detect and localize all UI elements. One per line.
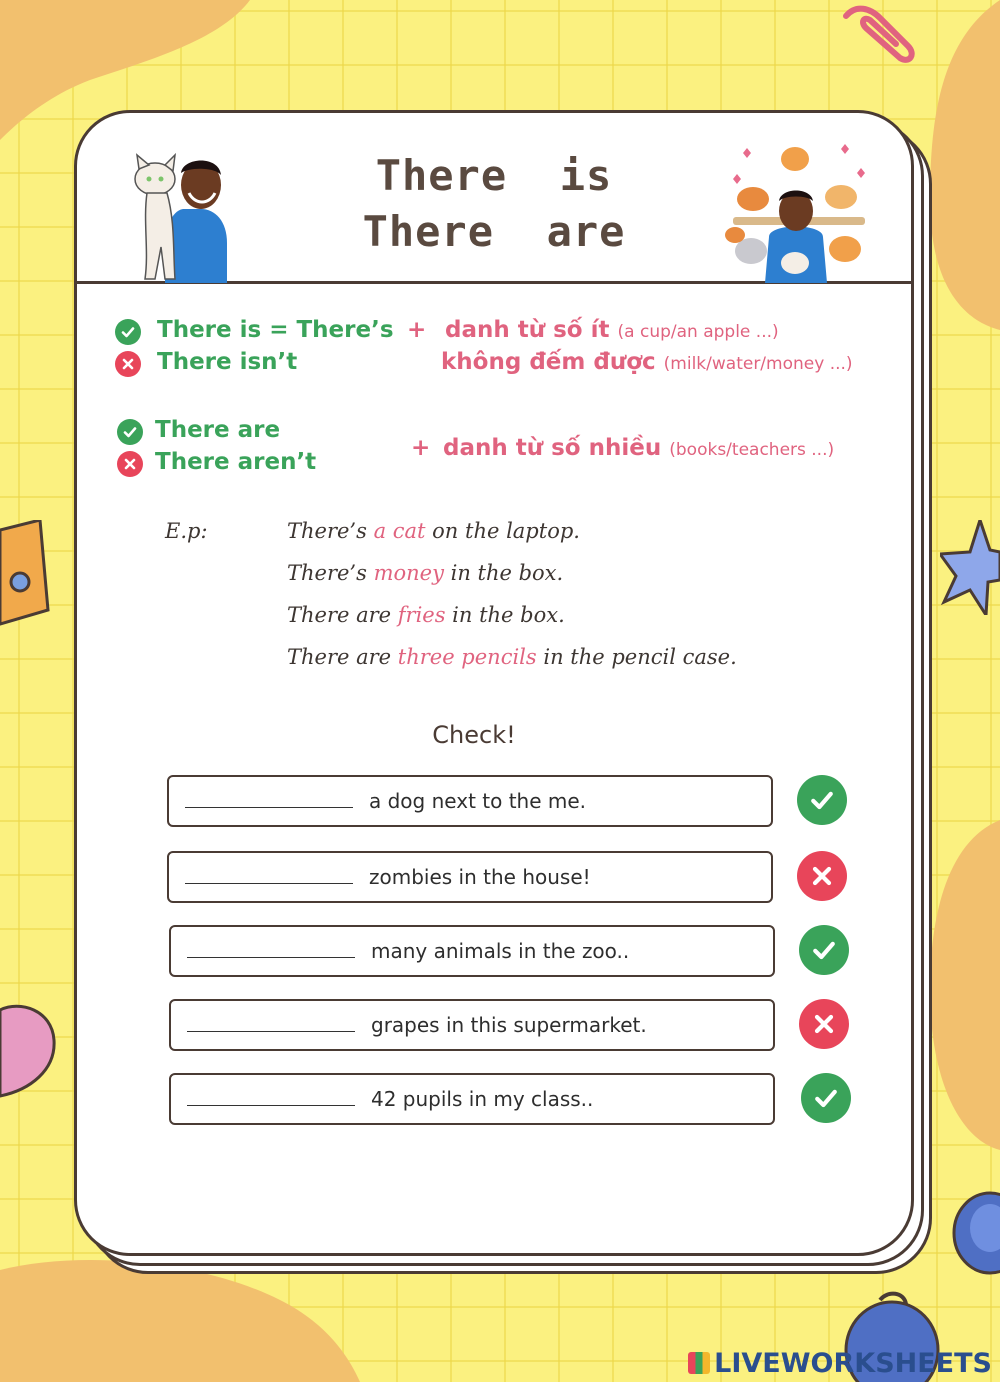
exercise-row <box>169 925 775 977</box>
uncountable-noun-example: (milk/water/money ...) <box>663 354 853 374</box>
decor-blob-right-lower <box>930 820 1000 1150</box>
example-text: in the box. <box>445 603 565 627</box>
rule-there-is: There is = There’s <box>157 317 394 343</box>
example-highlight: a cat <box>373 519 426 543</box>
paperclip-icon <box>836 2 918 68</box>
liveworksheets-watermark <box>688 1348 992 1379</box>
example-sentence <box>287 561 563 585</box>
uncountable-noun-label: không đếm được <box>441 349 656 375</box>
title-there-are: There are <box>362 207 626 256</box>
exercise-text: many animals in the zoo.. <box>371 939 630 963</box>
answer-blank[interactable] <box>187 957 355 958</box>
exercise-row <box>167 775 773 827</box>
example-text: There’s <box>287 519 374 543</box>
cross-icon <box>799 999 849 1049</box>
cross-icon <box>797 851 847 901</box>
title-there-is: There is <box>375 151 613 200</box>
answer-blank[interactable] <box>187 1031 355 1032</box>
pencil-sharpener-icon <box>0 520 50 630</box>
check-icon <box>799 925 849 975</box>
yoyo-icon <box>950 1188 1000 1278</box>
answer-blank[interactable] <box>187 1105 355 1106</box>
heart-icon <box>0 1000 60 1100</box>
answer-blank[interactable] <box>185 883 353 884</box>
star-icon <box>940 520 1000 615</box>
example-sentence <box>287 645 737 669</box>
example-text: in the pencil case. <box>536 645 737 669</box>
check-heading: Check! <box>432 721 516 749</box>
rule-plus-plural: + <box>411 435 431 461</box>
check-icon <box>117 419 143 445</box>
exercise-text: grapes in this supermarket. <box>371 1013 647 1037</box>
worksheet-card <box>74 110 914 1256</box>
exercise-row <box>169 999 775 1051</box>
check-icon <box>797 775 847 825</box>
example-sentence <box>287 519 580 543</box>
rule-there-are: There are <box>155 417 281 443</box>
answer-blank[interactable] <box>185 807 353 808</box>
example-sentence <box>287 603 565 627</box>
examples-label: E.p: <box>165 519 208 543</box>
avatar-with-cats-illustration <box>723 139 875 283</box>
example-highlight: three pencils <box>397 645 537 669</box>
example-text: in the box. <box>443 561 564 585</box>
example-text: There’s <box>287 561 374 585</box>
example-text: on the laptop. <box>425 519 580 543</box>
cross-icon <box>117 451 143 477</box>
decor-blob-right <box>930 0 1000 330</box>
rule-plural-noun <box>443 435 834 461</box>
plural-noun-label: danh từ số nhiều <box>443 435 662 461</box>
check-icon <box>801 1073 851 1123</box>
rule-there-isnt: There isn’t <box>157 349 298 375</box>
exercise-text: a dog next to the me. <box>369 789 587 813</box>
exercise-text: zombies in the house! <box>369 865 591 889</box>
rule-there-arent: There aren’t <box>155 449 317 475</box>
example-highlight: money <box>373 561 444 585</box>
check-icon <box>115 319 141 345</box>
example-highlight: fries <box>397 603 446 627</box>
cross-icon <box>115 351 141 377</box>
exercise-text: 42 pupils in my class.. <box>371 1087 594 1111</box>
watermark-text: LIVEWORKSHEETS <box>714 1348 992 1379</box>
rule-singular-noun <box>445 317 779 343</box>
exercise-row <box>167 851 773 903</box>
exercise-row <box>169 1073 775 1125</box>
example-text: There are <box>287 645 398 669</box>
rule-plus-singular: + <box>407 317 427 343</box>
singular-noun-example: (a cup/an apple ...) <box>617 322 779 342</box>
example-text: There are <box>287 603 398 627</box>
plural-noun-example: (books/teachers ...) <box>669 440 835 460</box>
singular-noun-label: danh từ số ít <box>445 317 610 343</box>
rule-uncountable-noun <box>441 349 853 375</box>
worksheet-header <box>77 113 911 284</box>
liveworksheets-logo-icon <box>688 1352 710 1374</box>
